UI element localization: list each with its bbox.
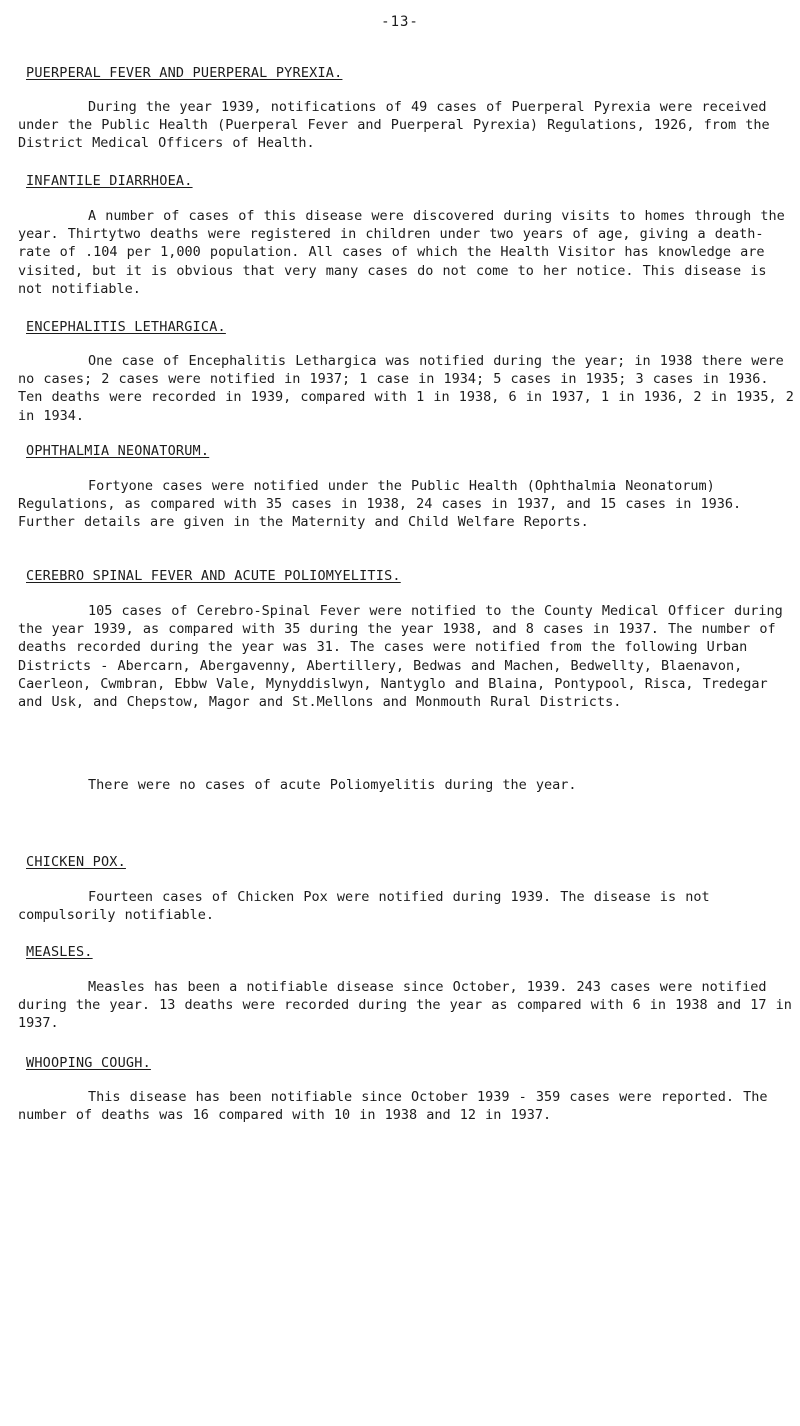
section-heading: PUERPERAL FEVER AND PUERPERAL PYREXIA. [26, 65, 343, 81]
section-paragraph: There were no cases of acute Poliomyelitis during the year. [88, 777, 577, 793]
section-paragraph: Fourteen cases of Chicken Pox were notified during 1939. The disease is not compulsorily notifiable. [18, 889, 710, 924]
section-paragraph: During the year 1939, notifications of 49 cases of Puerperal Pyrexia were received under the Public Health (Puerperal Fever and Puerperal Pyrexia) Regulations, 1926, from the District Medical Officers of Health. [18, 99, 770, 152]
section-heading: CHICKEN POX. [26, 854, 126, 870]
section-heading: CEREBRO SPINAL FEVER AND ACUTE POLIOMYELITIS. [26, 568, 401, 584]
section-paragraph: This disease has been notifiable since October 1939 - 359 cases were reported. The number of deaths was 16 compared with 10 in 1938 and 12 in 1937. [18, 1089, 768, 1124]
section-paragraph: One case of Encephalitis Lethargica was notified during the year; in 1938 there were no cases; 2 cases were notified in 1937; 1 case in 1934; 5 cases in 1935; 3 cases in 1936. Ten deaths were recorded in 1939, compared with 1 in 1938, 6 in 1937, 1 in 1936, 2 in 1935, 2 in 1934. [18, 353, 794, 424]
page-number: -13- [381, 14, 419, 30]
section-heading: ENCEPHALITIS LETHARGICA. [26, 319, 226, 335]
section-heading: MEASLES. [26, 944, 93, 960]
section-paragraph: 105 cases of Cerebro-Spinal Fever were notified to the County Medical Officer during the year 1939, as compared with 35 during the year 1938, and 8 cases in 1937. The number of deaths recorded during the year was 31. The cases were notified from the following Urban Districts - Abercarn, Abergavenny, Abertillery, Bedwas and Machen, Bedwellty, Blaenavon, Caerleon, Cwmbran, Ebbw Vale, Mynyddislwyn, Nantyglo and Blaina, Pontypool, Risca, Tredegar and Usk, and Chepstow, Magor and St.Mellons and Monmouth Rural Districts. [18, 603, 783, 711]
section-paragraph: A number of cases of this disease were discovered during visits to homes through the year. Thirtytwo deaths were registered in children under two years of age, giving a death-rate of .104 per 1,000 population. All cases of which the Health Visitor has knowledge are visited, but it is obvious that very many cases do not come to her notice. This disease is not notifiable. [18, 208, 785, 297]
section-heading: OPHTHALMIA NEONATORUM. [26, 443, 210, 459]
section-heading: INFANTILE DIARRHOEA. [26, 173, 193, 189]
section-paragraph: Fortyone cases were notified under the Public Health (Ophthalmia Neonatorum) Regulations, as compared with 35 cases in 1938, 24 cases in 1937, and 15 cases in 1936. Further details are given in the Maternity and Child Welfare Reports. [18, 478, 742, 531]
section-paragraph: Measles has been a notifiable disease since October, 1939. 243 cases were notified during the year. 13 deaths were recorded during the year as compared with 6 in 1938 and 17 in 1937. [18, 979, 792, 1032]
section-heading: WHOOPING COUGH. [26, 1055, 151, 1071]
